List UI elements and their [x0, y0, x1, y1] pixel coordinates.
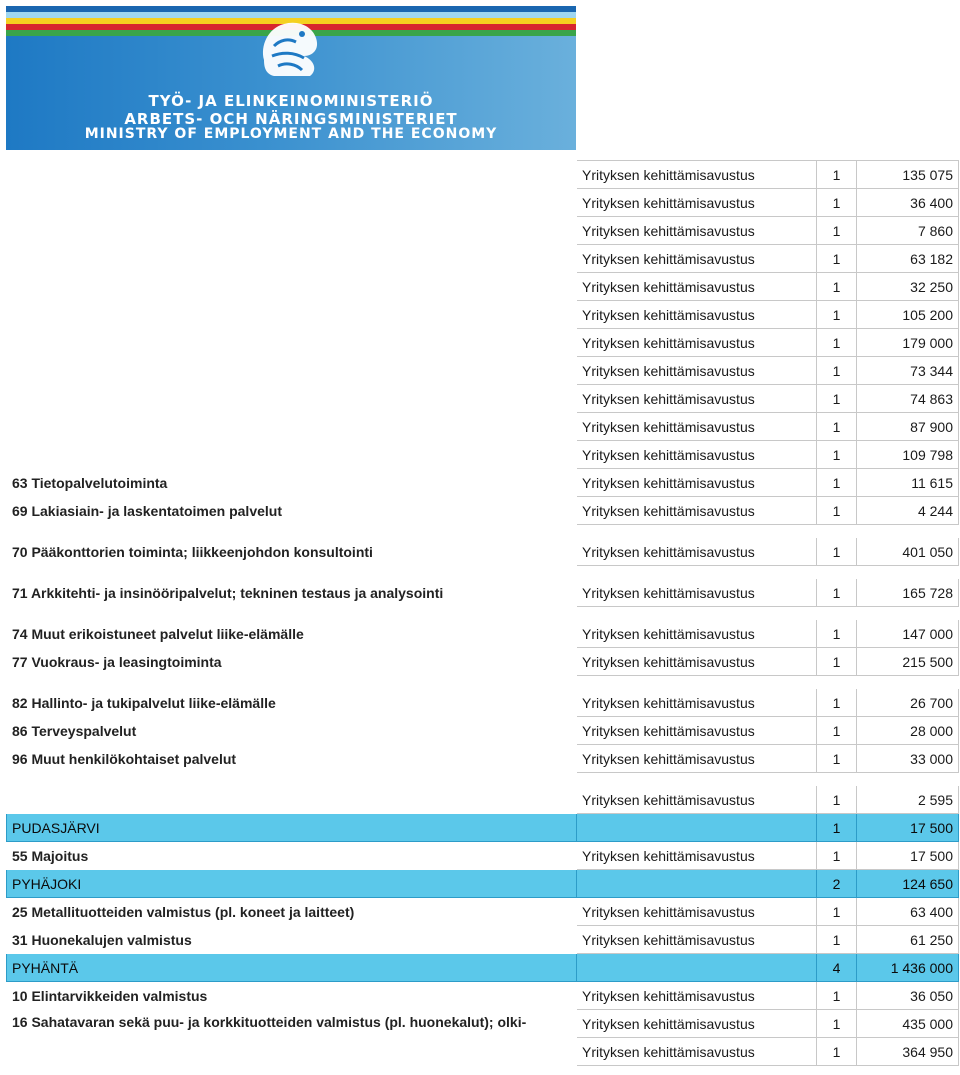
table-row [7, 745, 959, 773]
table-row [7, 689, 959, 717]
table-row [7, 301, 959, 329]
count-cell: 1 [817, 189, 857, 217]
count-cell: 1 [817, 1038, 857, 1066]
sector-cell: 69 Lakiasiain- ja laskentatoimen palvelut [12, 502, 282, 519]
spacer-row [7, 525, 959, 538]
sector-cell: 74 Muut erikoistuneet palvelut liike-elämälle [12, 625, 304, 642]
region-name: PYHÄJOKI [7, 870, 577, 898]
amount-cell: 73 344 [857, 357, 959, 385]
count-cell: 1 [817, 926, 857, 954]
subsidy-type-cell: Yrityksen kehittämisavustus [577, 497, 817, 525]
sector-cell: 77 Vuokraus- ja leasingtoiminta [12, 653, 222, 670]
sector-cell: 70 Pääkonttorien toiminta; liikkeenjohdon konsultointi [12, 543, 373, 560]
table-row [7, 385, 959, 413]
subsidy-type-cell: Yrityksen kehittämisavustus [577, 842, 817, 870]
subsidy-type-cell: Yrityksen kehittämisavustus [577, 620, 817, 648]
sector-cell: 71 Arkkitehti- ja insinööripalvelut; tekninen testaus ja analysointi [12, 584, 444, 601]
sector-cell [7, 301, 577, 329]
count-cell: 1 [817, 717, 857, 745]
sector-cell [7, 441, 577, 469]
table-row [7, 538, 959, 566]
sector-cell: 96 Muut henkilökohtaiset palvelut [12, 750, 237, 767]
table-row [7, 413, 959, 441]
count-cell: 1 [817, 217, 857, 245]
table-row [7, 648, 959, 676]
subsidy-type-cell: Yrityksen kehittämisavustus [577, 745, 817, 773]
amount-cell: 36 050 [857, 982, 959, 1010]
sector-cell: 82 Hallinto- ja tukipalvelut liike-elämälle [12, 694, 276, 711]
subsidy-type-cell: Yrityksen kehittämisavustus [577, 538, 817, 566]
logo-line-finnish: TYÖ- JA ELINKEINOMINISTERIÖ [148, 92, 434, 110]
region-row [7, 954, 959, 982]
subsidy-type-cell: Yrityksen kehittämisavustus [577, 1038, 817, 1066]
amount-cell: 36 400 [857, 189, 959, 217]
sector-cell [7, 245, 577, 273]
sector-cell: 10 Elintarvikkeiden valmistus [12, 987, 208, 1004]
lion-emblem-icon [254, 16, 332, 82]
subsidy-type-cell: Yrityksen kehittämisavustus [577, 926, 817, 954]
table-row [7, 982, 959, 1010]
table-row [7, 898, 959, 926]
amount-cell: 32 250 [857, 273, 959, 301]
table-row [7, 786, 959, 814]
count-cell: 1 [817, 579, 857, 607]
amount-cell: 26 700 [857, 689, 959, 717]
subsidy-type-cell: Yrityksen kehittämisavustus [577, 648, 817, 676]
region-amount: 17 500 [857, 814, 959, 842]
count-cell: 1 [817, 413, 857, 441]
count-cell: 1 [817, 273, 857, 301]
table-row [7, 245, 959, 273]
subsidy-type-cell: Yrityksen kehittämisavustus [577, 301, 817, 329]
table-row [7, 217, 959, 245]
count-cell: 1 [817, 689, 857, 717]
amount-cell: 28 000 [857, 717, 959, 745]
sector-cell: 86 Terveyspalvelut [12, 722, 137, 739]
logo-line-swedish: ARBETS- OCH NÄRINGSMINISTERIET [124, 110, 458, 128]
table-row [7, 329, 959, 357]
table-row [7, 469, 959, 497]
region-count: 2 [817, 870, 857, 898]
subsidy-type-cell: Yrityksen kehittämisavustus [577, 329, 817, 357]
table-row [7, 441, 959, 469]
count-cell: 1 [817, 329, 857, 357]
sector-cell [7, 161, 577, 189]
sector-cell [7, 786, 577, 814]
sector-cell [7, 385, 577, 413]
count-cell: 1 [817, 786, 857, 814]
count-cell: 1 [817, 245, 857, 273]
amount-cell: 401 050 [857, 538, 959, 566]
count-cell: 1 [817, 745, 857, 773]
table-row [7, 926, 959, 954]
subsidy-type-cell: Yrityksen kehittämisavustus [577, 245, 817, 273]
count-cell: 1 [817, 898, 857, 926]
count-cell: 1 [817, 648, 857, 676]
amount-cell: 215 500 [857, 648, 959, 676]
sector-cell [7, 357, 577, 385]
table-row [7, 189, 959, 217]
table-row [7, 842, 959, 870]
spacer-row [7, 773, 959, 786]
amount-cell: 364 950 [857, 1038, 959, 1066]
subsidy-type-cell: Yrityksen kehittämisavustus [577, 1010, 817, 1038]
count-cell: 1 [817, 441, 857, 469]
table-row [7, 357, 959, 385]
table-row [7, 497, 959, 525]
count-cell: 1 [817, 469, 857, 497]
subsidy-type-cell: Yrityksen kehittämisavustus [577, 273, 817, 301]
amount-cell: 135 075 [857, 161, 959, 189]
sector-cell: 63 Tietopalvelutoiminta [12, 474, 168, 491]
table-row [7, 161, 959, 189]
count-cell: 1 [817, 497, 857, 525]
subsidy-type-cell: Yrityksen kehittämisavustus [577, 385, 817, 413]
subsidy-type-cell: Yrityksen kehittämisavustus [577, 189, 817, 217]
subsidy-type-cell: Yrityksen kehittämisavustus [577, 689, 817, 717]
region-subsidy-cell [577, 954, 817, 982]
subsidy-type-cell: Yrityksen kehittämisavustus [577, 469, 817, 497]
subsidy-type-cell: Yrityksen kehittämisavustus [577, 982, 817, 1010]
amount-cell: 63 400 [857, 898, 959, 926]
logo-line-english: MINISTRY OF EMPLOYMENT AND THE ECONOMY [84, 126, 498, 142]
sector-cell: 31 Huonekalujen valmistus [12, 931, 192, 948]
subsidy-type-cell: Yrityksen kehittämisavustus [577, 898, 817, 926]
region-count: 4 [817, 954, 857, 982]
region-row [7, 870, 959, 898]
subsidy-table-body [7, 161, 959, 1066]
region-name: PUDASJÄRVI [7, 814, 577, 842]
table-row [7, 620, 959, 648]
amount-cell: 179 000 [857, 329, 959, 357]
sector-cell [7, 273, 577, 301]
amount-cell: 4 244 [857, 497, 959, 525]
region-name: PYHÄNTÄ [7, 954, 577, 982]
amount-cell: 63 182 [857, 245, 959, 273]
amount-cell: 87 900 [857, 413, 959, 441]
subsidy-type-cell: Yrityksen kehittämisavustus [577, 441, 817, 469]
amount-cell: 74 863 [857, 385, 959, 413]
amount-cell: 109 798 [857, 441, 959, 469]
amount-cell: 61 250 [857, 926, 959, 954]
spacer-cell [7, 607, 959, 620]
count-cell: 1 [817, 982, 857, 1010]
subsidy-type-cell: Yrityksen kehittämisavustus [577, 579, 817, 607]
spacer-cell [7, 773, 959, 786]
spacer-row [7, 566, 959, 579]
region-subsidy-cell [577, 870, 817, 898]
sector-cell [7, 413, 577, 441]
region-subsidy-cell [577, 814, 817, 842]
subsidy-type-cell: Yrityksen kehittämisavustus [577, 786, 817, 814]
count-cell: 1 [817, 385, 857, 413]
count-cell: 1 [817, 357, 857, 385]
amount-cell: 147 000 [857, 620, 959, 648]
amount-cell: 165 728 [857, 579, 959, 607]
amount-cell: 7 860 [857, 217, 959, 245]
sector-cell: 16 Sahatavaran sekä puu- ja korkkituotteiden valmistus (pl. huonekalut); olki- [12, 1014, 527, 1030]
ministry-logo [6, 6, 576, 150]
spacer-cell [7, 566, 959, 579]
table-row [7, 273, 959, 301]
table-row [7, 717, 959, 745]
count-cell: 1 [817, 538, 857, 566]
sector-cell [7, 329, 577, 357]
subsidy-type-cell: Yrityksen kehittämisavustus [577, 717, 817, 745]
region-amount: 1 436 000 [857, 954, 959, 982]
sector-cell [7, 189, 577, 217]
count-cell: 1 [817, 620, 857, 648]
region-row [7, 814, 959, 842]
sector-cell [7, 217, 577, 245]
table-row [7, 1010, 959, 1038]
amount-cell: 435 000 [857, 1010, 959, 1038]
count-cell: 1 [817, 161, 857, 189]
count-cell: 1 [817, 301, 857, 329]
amount-cell: 105 200 [857, 301, 959, 329]
amount-cell: 11 615 [857, 469, 959, 497]
count-cell: 1 [817, 842, 857, 870]
count-cell: 1 [817, 1010, 857, 1038]
spacer-row [7, 676, 959, 689]
subsidy-table [6, 160, 959, 1066]
spacer-row [7, 607, 959, 620]
sector-cell: 55 Majoitus [12, 847, 89, 864]
sector-cell: 25 Metallituotteiden valmistus (pl. koneet ja laitteet) [12, 903, 355, 920]
subsidy-type-cell: Yrityksen kehittämisavustus [577, 357, 817, 385]
spacer-cell [7, 676, 959, 689]
region-count: 1 [817, 814, 857, 842]
amount-cell: 17 500 [857, 842, 959, 870]
subsidy-type-cell: Yrityksen kehittämisavustus [577, 217, 817, 245]
spacer-cell [7, 525, 959, 538]
amount-cell: 2 595 [857, 786, 959, 814]
subsidy-type-cell: Yrityksen kehittämisavustus [577, 413, 817, 441]
table-row [7, 579, 959, 607]
region-amount: 124 650 [857, 870, 959, 898]
subsidy-type-cell: Yrityksen kehittämisavustus [577, 161, 817, 189]
amount-cell: 33 000 [857, 745, 959, 773]
